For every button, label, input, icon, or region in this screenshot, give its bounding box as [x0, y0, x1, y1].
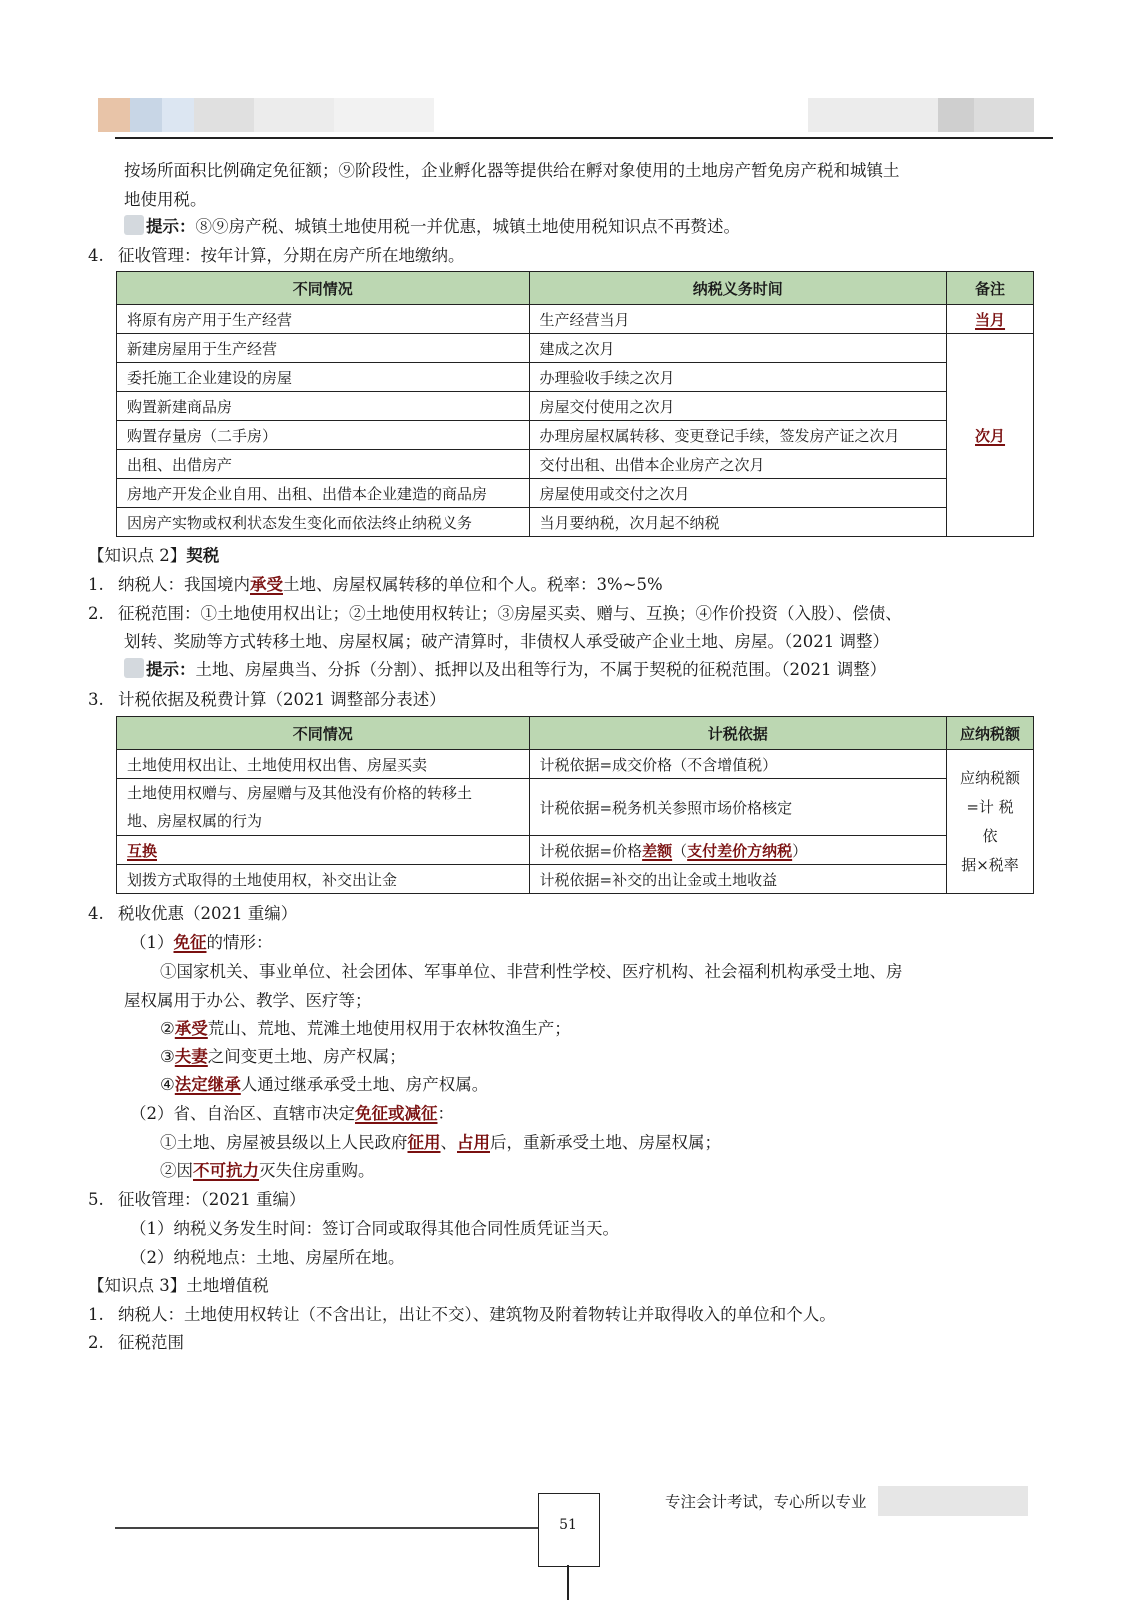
- table-cell: 计税依据=税务机关参照市场价格核定: [529, 779, 947, 836]
- table-cell: 房地产开发企业自用、出租、出借本企业建造的商品房: [117, 479, 530, 508]
- table-cell: 出租、出借房产: [117, 450, 530, 479]
- incentive-p2: [160, 1014, 571, 1043]
- incentive-p3: [160, 1042, 406, 1071]
- intro-tip: [124, 212, 740, 241]
- item-number: 4.: [88, 904, 104, 923]
- kp3-item-2: [88, 1328, 184, 1357]
- kp-prefix: 【知识点 2】: [88, 546, 187, 565]
- table-row: [117, 305, 1034, 334]
- col-header: 应纳税额: [947, 717, 1034, 750]
- text-segment: （2）省、自治区、直辖市决定: [130, 1104, 355, 1123]
- table-cell: 购置新建商品房: [117, 392, 530, 421]
- text-segment: ②因: [160, 1161, 193, 1180]
- highlight-term: 承受: [250, 575, 283, 594]
- incentive-p1-line-2: 屋权属用于办公、教学、医疗等；: [124, 991, 372, 1010]
- incentive-q2: [160, 1156, 375, 1185]
- tip-label: 提示：: [146, 217, 196, 236]
- footer-slogan: 专注会计考试，专心所以专业: [665, 1493, 867, 1511]
- item-4-collection: [88, 241, 465, 270]
- table-cell: 因房产实物或权利状态发生变化而依法终止纳税义务: [117, 508, 530, 537]
- formula-cell: [947, 750, 1034, 894]
- text-segment: 、: [440, 1133, 457, 1152]
- col-header: 备注: [947, 272, 1034, 305]
- text-segment: 土地、房屋权属转移的单位和个人。税率：3%~5%: [283, 575, 663, 594]
- table-row: [117, 865, 1034, 894]
- table-cell: 房屋使用或交付之次月: [529, 479, 947, 508]
- table-row: [117, 421, 1034, 450]
- table-cell: 新建房屋用于生产经营: [117, 334, 530, 363]
- kp2-item-3: [88, 685, 446, 714]
- cell-line: 土地使用权赠与、房屋赠与及其他没有价格的转移土: [127, 784, 473, 802]
- tip-label: 提示：: [146, 660, 196, 679]
- table-cell: 计税依据=成交价格（不含增值税）: [529, 750, 947, 779]
- table-cell: 划拨方式取得的土地使用权，补交出让金: [117, 865, 530, 894]
- tip-icon: [124, 658, 144, 678]
- text-segment: 人通过继承承受土地、房产权属。: [240, 1075, 489, 1094]
- item-text: 征收管理：按年计算，分期在房产所在地缴纳。: [118, 246, 465, 265]
- kp2-item-1: [88, 570, 663, 599]
- col-header: 计税依据: [529, 717, 947, 750]
- note-cell: [947, 305, 1034, 334]
- highlight-term: 差额: [642, 841, 673, 860]
- table-row: [117, 836, 1034, 865]
- table-row: [117, 392, 1034, 421]
- footer-rule: [115, 1527, 538, 1529]
- highlight-term: 承受: [174, 1019, 208, 1038]
- kp2-tip: [124, 655, 886, 684]
- table-cell: 土地使用权出让、土地使用权出售、房屋买卖: [117, 750, 530, 779]
- note-cell: [947, 334, 1034, 537]
- table-row: [117, 508, 1034, 537]
- table-header-row: [117, 717, 1034, 750]
- table-cell: 委托施工企业建设的房屋: [117, 363, 530, 392]
- intro-line-2: 地使用税。: [124, 190, 207, 209]
- table-cell: 计税依据=补交的出让金或土地收益: [529, 865, 947, 894]
- text-segment: 灭失住房重购。: [259, 1161, 375, 1180]
- table-cell: 办理房屋权属转移、变更登记手续，签发房产证之次月: [529, 421, 947, 450]
- table-row: [117, 450, 1034, 479]
- kp2-heading: [88, 541, 219, 570]
- text-segment: ④: [160, 1075, 175, 1094]
- item-5-sub-2: （2）纳税地点：土地、房屋所在地。: [130, 1248, 405, 1267]
- item-number: 2.: [88, 1333, 104, 1352]
- text-segment: 计税依据及税费计算（2021 调整部分表述）: [118, 690, 446, 709]
- text-segment: 纳税人：土地使用权转让（不含出让，出让不交）、建筑物及附着物转让并取得收入的单位和个人。: [118, 1305, 836, 1324]
- item-number: 1.: [88, 1305, 104, 1324]
- incentive-q1: [160, 1128, 721, 1157]
- kp-title: 契税: [186, 546, 220, 565]
- text-segment: （1）: [130, 933, 174, 952]
- text-segment: ①土地、房屋被县级以上人民政府: [160, 1133, 408, 1152]
- table-cell: 办理验收手续之次月: [529, 363, 947, 392]
- tax-obligation-table: [116, 271, 1034, 537]
- highlight-term: 免征: [173, 933, 207, 952]
- intro-line-1: 按场所面积比例确定免征额；⑨阶段性，企业孵化器等提供给在孵对象使用的土地房产暂免房产税和城镇土: [124, 161, 900, 180]
- text-segment: 征收管理：（2021 重编）: [118, 1190, 306, 1209]
- table-cell: [529, 836, 947, 865]
- note-next-month: 次月: [975, 426, 1006, 445]
- col-header: 纳税义务时间: [529, 272, 947, 305]
- table-row: [117, 363, 1034, 392]
- table-cell: 交付出租、出借本企业房产之次月: [529, 450, 947, 479]
- kp2-item-2-line-1: [88, 599, 902, 628]
- text-segment: 计税依据=价格: [539, 841, 643, 860]
- item-number: 1.: [88, 575, 104, 594]
- text-segment: ）: [792, 841, 808, 860]
- col-header: 不同情况: [117, 717, 530, 750]
- header-rule: [115, 137, 1053, 139]
- incentive-p1-line-1: ①国家机关、事业单位、社会团体、军事单位、非营利性学校、医疗机构、社会福利机构承受土地、房: [160, 962, 903, 981]
- incentive-p4: [160, 1070, 488, 1099]
- table-cell: 生产经营当月: [529, 305, 947, 334]
- kp-prefix: 【知识点 3】: [88, 1276, 187, 1295]
- text-segment: 荒山、荒地、荒滩土地使用权用于农林牧渔生产；: [207, 1019, 571, 1038]
- tip-text: 土地、房屋典当、分拆（分割）、抵押以及出租等行为，不属于契税的征税范围。（2021 调整）: [195, 660, 887, 679]
- table-cell: [117, 836, 530, 865]
- text-segment: 税收优惠（2021 重编）: [118, 904, 298, 923]
- text-segment: 之间变更土地、房产权属；: [207, 1047, 406, 1066]
- text-segment: （: [672, 841, 688, 860]
- item-5-heading: [88, 1185, 306, 1214]
- item-5-sub-1: （1）纳税义务发生时间：签订合同或取得其他合同性质凭证当天。: [130, 1219, 619, 1238]
- table-cell: 购置存量房（二手房）: [117, 421, 530, 450]
- formula-line: 据×税率: [961, 855, 1019, 874]
- table-cell: 将原有房产用于生产经营: [117, 305, 530, 334]
- text-segment: 后，重新承受土地、房屋权属；: [490, 1133, 721, 1152]
- highlight-term: 互换: [127, 841, 158, 860]
- incentive-heading: [88, 899, 297, 928]
- highlight-term: 夫妻: [174, 1047, 208, 1066]
- text-segment: ③: [160, 1047, 175, 1066]
- item-number: 4.: [88, 246, 104, 265]
- highlight-term: 征用: [407, 1133, 441, 1152]
- kp3-heading: [88, 1271, 269, 1300]
- tip-text: ⑧⑨房产税、城镇土地使用税一并优惠，城镇土地使用税知识点不再赘述。: [195, 217, 740, 236]
- incentive-sub-1: [130, 928, 273, 957]
- table-row: [117, 750, 1034, 779]
- item-number: 2.: [88, 604, 104, 623]
- table-cell: 房屋交付使用之次月: [529, 392, 947, 421]
- kp3-item-1: [88, 1300, 836, 1329]
- text-segment: 的情形：: [206, 933, 273, 952]
- item-number: 5.: [88, 1190, 104, 1209]
- text-segment: 征税范围：①土地使用权出让；②土地使用权转让；③房屋买卖、赠与、互换；④作价投资（入股）、偿债、: [118, 604, 902, 623]
- table-cell: [117, 779, 530, 836]
- table-cell: 当月要纳税，次月起不纳税: [529, 508, 947, 537]
- tip-icon: [124, 215, 144, 235]
- table-row: [117, 779, 1034, 836]
- text-segment: ②: [160, 1019, 175, 1038]
- kp2-item-2-line-2: 划转、奖励等方式转移土地、房屋权属；破产清算时，非债权人承受破产企业土地、房屋。（2021 调整）: [124, 632, 889, 651]
- tax-basis-table: [116, 716, 1034, 894]
- highlight-term: 支付差价方纳税: [687, 841, 793, 860]
- table-cell: 建成之次月: [529, 334, 947, 363]
- highlight-term: 免征或减征: [355, 1104, 438, 1123]
- incentive-sub-2: [130, 1099, 454, 1128]
- table-row: [117, 479, 1034, 508]
- item-number: 3.: [88, 690, 104, 709]
- table-header-row: [117, 272, 1034, 305]
- highlight-term: 不可抗力: [193, 1161, 259, 1180]
- text-segment: ：: [437, 1104, 454, 1123]
- col-header: 不同情况: [117, 272, 530, 305]
- cell-line: 地、房屋权属的行为: [127, 812, 263, 830]
- kp-title: 土地增值税: [186, 1276, 269, 1295]
- page-number: 51: [559, 1517, 577, 1533]
- highlight-term: 占用: [457, 1133, 490, 1152]
- text-segment: 纳税人：我国境内: [118, 575, 250, 594]
- highlight-term: 法定继承: [174, 1075, 241, 1094]
- formula-line: =计 税 依: [966, 797, 1014, 845]
- text-segment: 征税范围: [118, 1333, 184, 1352]
- page-tab-stem: [567, 1565, 569, 1600]
- table-row: [117, 334, 1034, 363]
- formula-line: 应纳税额: [960, 768, 1021, 787]
- note-current-month: 当月: [975, 310, 1006, 329]
